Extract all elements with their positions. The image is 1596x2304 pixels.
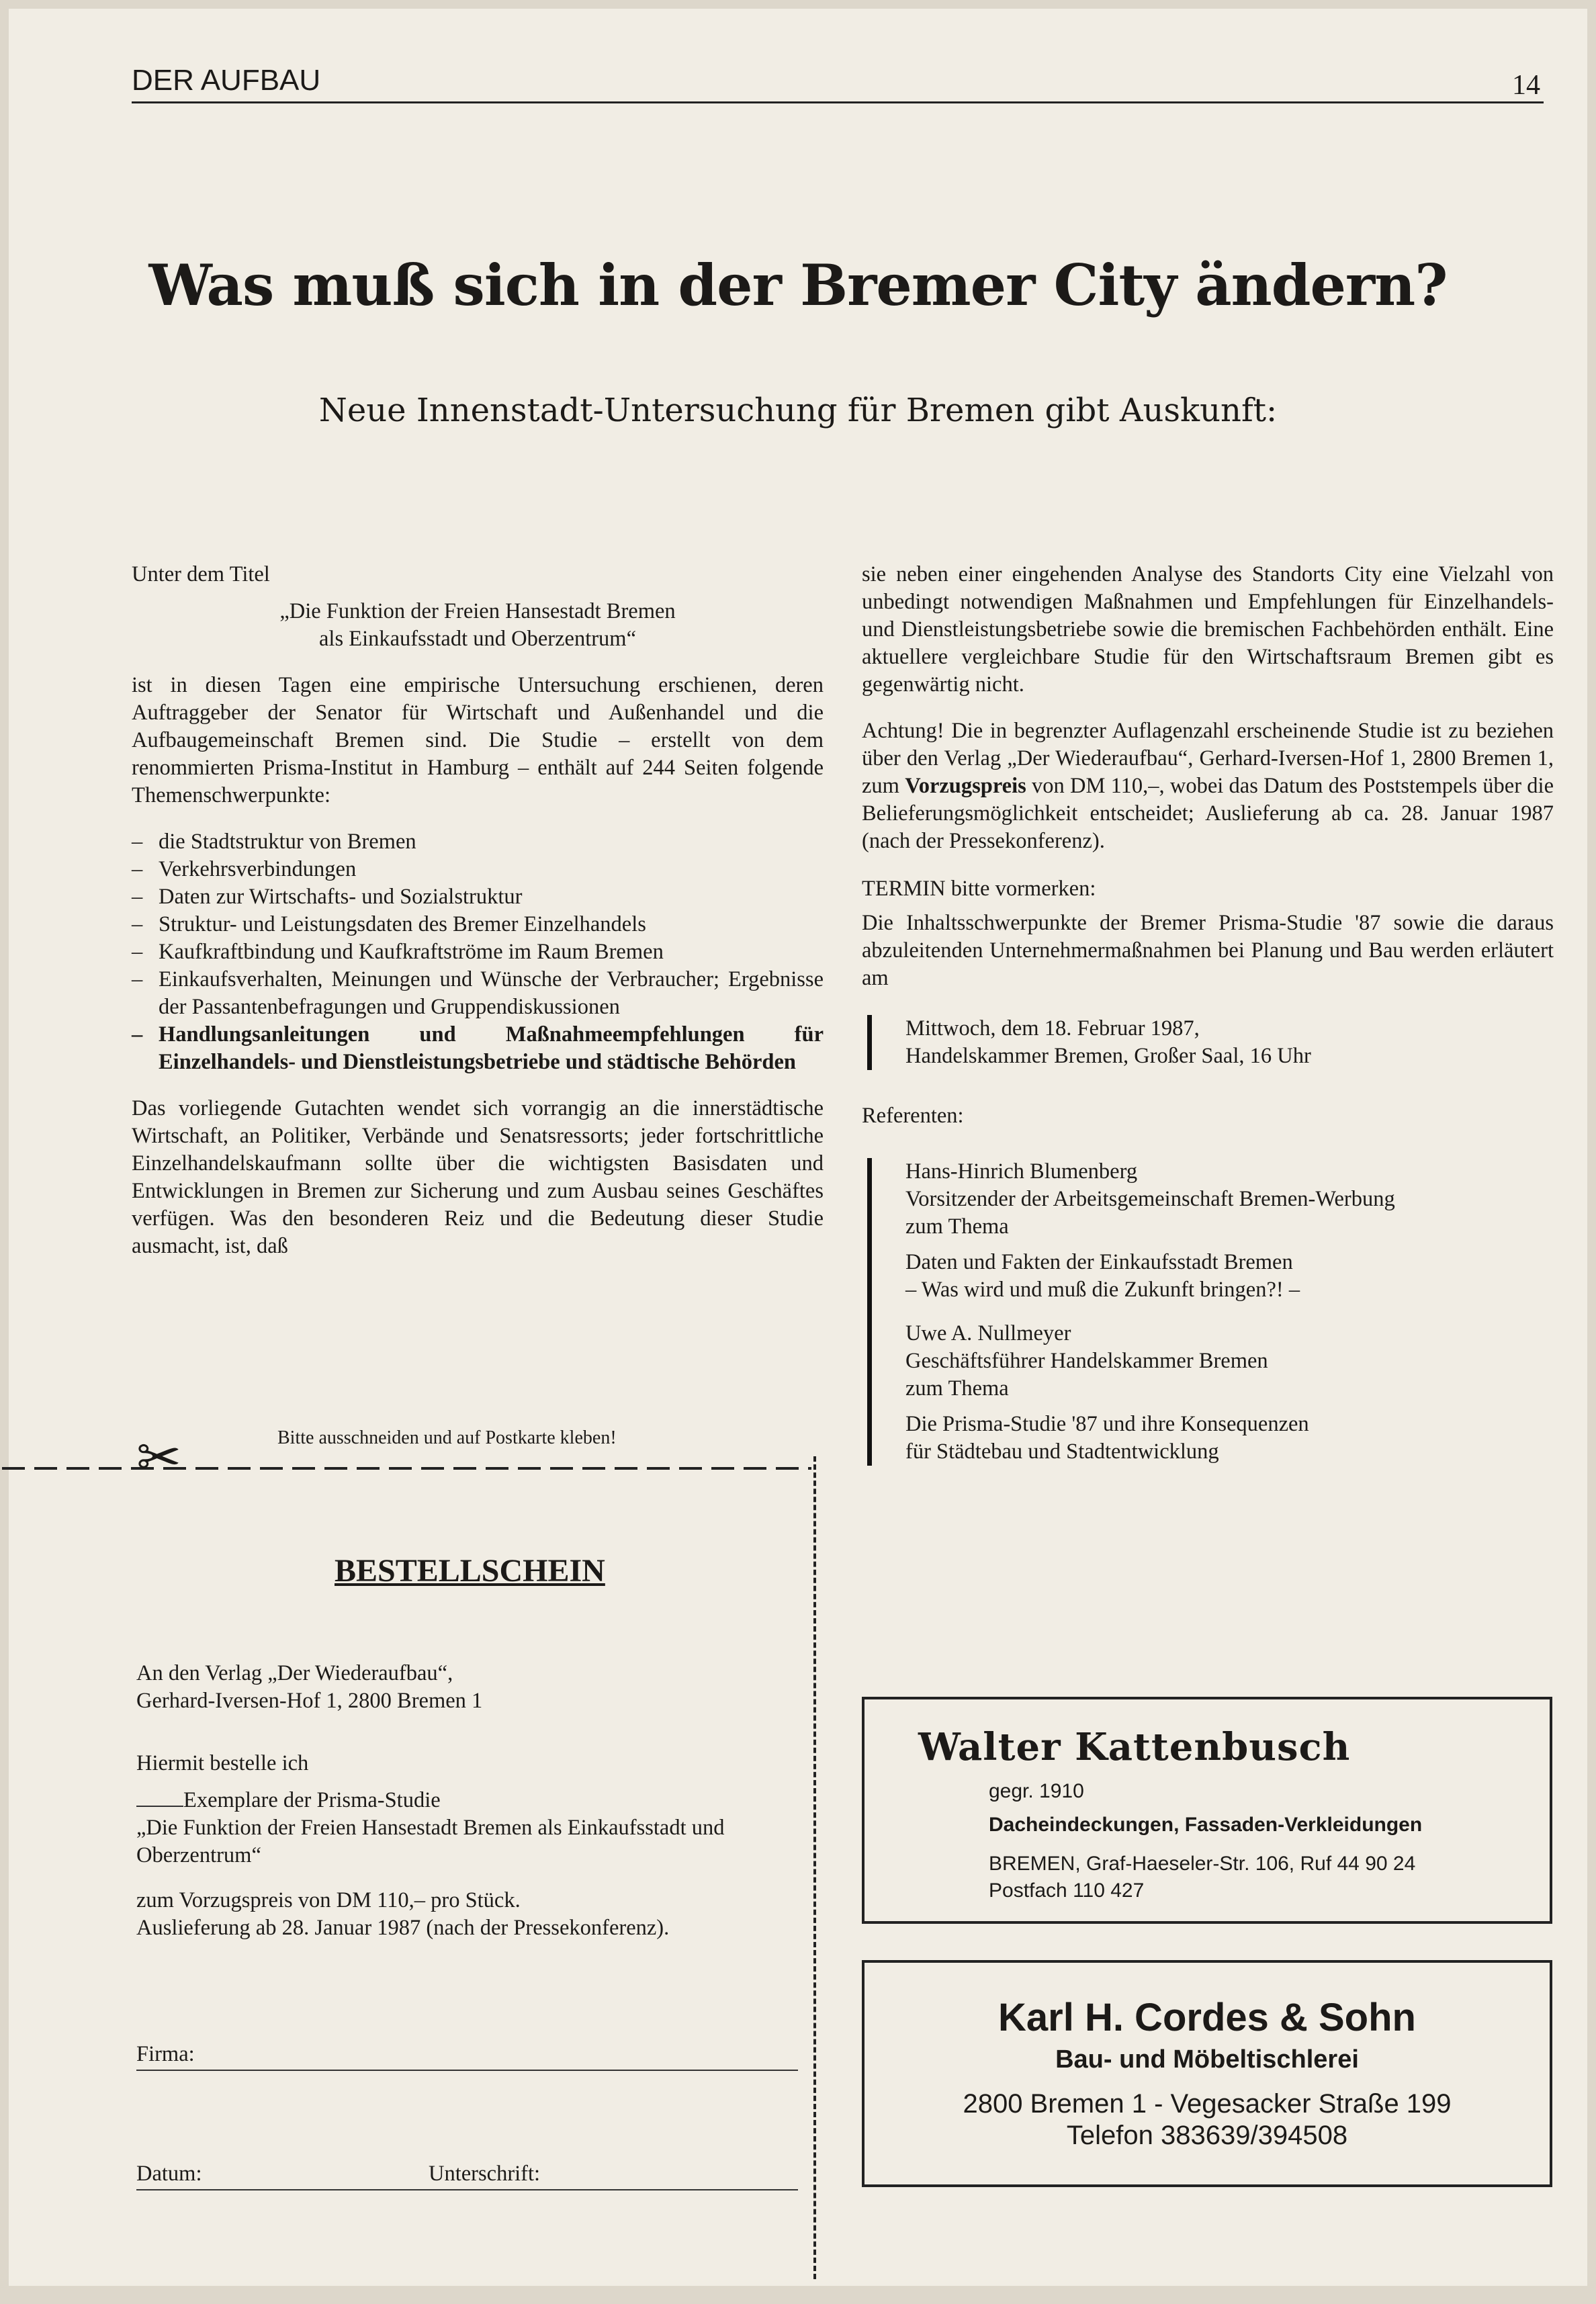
scissors-icon: ✂ [136,1429,182,1488]
ad-services: Bau- und Möbeltischlerei [1055,2045,1359,2074]
order-price: zum Vorzugspreis von DM 110,– pro Stück. [136,1888,521,1912]
order-delivery: Auslieferung ab 28. Januar 1987 (nach der Pressekonferenz). [136,1916,670,1940]
order-address-line1: An den Verlag „Der Wiederaufbau“, [136,1661,453,1685]
order-info-text: Achtung! Die in begrenzter Auflagenzahl erscheinende Studie ist zu beziehen über den Verlag „Der Wiederaufbau“, Gerhard-Iversen-Hof 1, 2800 Bremen 1, zum [862,719,1554,798]
unterschrift-label: Unterschrift: [429,2162,541,2186]
firma-field[interactable] [136,2041,798,2071]
running-header: DER AUFBAU [132,64,321,97]
ad-company-name: Walter Kattenbusch [918,1725,1351,1769]
datum-label: Datum: [136,2162,202,2186]
vorzugspreis-label: Vorzugspreis [905,774,1026,798]
ad-address: BREMEN, Graf-Haeseler-Str. 106, Ruf 44 90 24 [989,1853,1416,1875]
topic-list [132,828,824,1076]
date-signature-field[interactable] [136,2160,798,2190]
ad-services: Dacheindeckungen, Fassaden-Verkleidungen [989,1814,1423,1836]
list-item: – Handlungsanleitungen und Maßnahmeempfehlungen für Einzelhandels- und Dienstleistungsbetriebe und städtische Behörden [132,1021,824,1076]
referenten-label: Referenten: [862,1104,964,1128]
paragraph: ist in diesen Tagen eine empirische Untersuchung erschienen, deren Auftraggeber der Senator für Wirtschaft und Außenhandel und die Aufbaugemeinschaft Bremen sind. Die Studie – erstellt von dem renommierten Prisma-Institut in Hamburg – enthält auf 244 Seiten folgende Themenschwerpunkte: [132,673,824,807]
termin-text: Die Inhaltsschwerpunkte der Bremer Prisma-Studie '87 sowie die daraus abzuleitenden Unternehmermaßnahmen bei Planung und Bau werden erläutert am [862,911,1554,990]
list-item: – Struktur- und Leistungsdaten des Bremer Einzelhandels [132,911,824,938]
list-item: – Einkaufsverhalten, Meinungen und Wünsche der Verbraucher; Ergebnisse der Passantenbefragungen und Gruppendiskussionen [132,966,824,1021]
header-rule [132,101,1544,103]
article-subtitle: Neue Innenstadt-Untersuchung für Bremen gibt Auskunft: [318,392,1278,429]
ad-company-name: Karl H. Cordes & Sohn [998,1996,1416,2039]
speaker-topic: für Städtebau und Stadtentwicklung [905,1439,1219,1464]
firma-label: Firma: [136,2042,195,2066]
page-number: 14 [1512,70,1540,101]
order-study-title: „Die Funktion der Freien Hansestadt Bremen als Einkaufsstadt und Oberzentrum“ [136,1816,725,1867]
order-address-line2: Gerhard-Iversen-Hof 1, 2800 Bremen 1 [136,1689,483,1713]
quantity-text: Exemplare der Prisma-Studie [183,1788,441,1812]
ad-cordes [862,1960,1552,2187]
cut-dashed-line [2,1458,811,1478]
left-column [132,561,824,1260]
study-title-line1: „Die Funktion der Freien Hansestadt Bremen [279,599,676,623]
order-form [136,1660,801,1942]
termin-label: TERMIN bitte vormerken: [862,877,1096,901]
ad-founded: gegr. 1910 [989,1780,1084,1802]
right-column [862,561,1554,1466]
ad-kattenbusch [862,1697,1552,1924]
speaker-name: Uwe A. Nullmeyer [905,1321,1071,1345]
speaker-topic: – Was wird und muß die Zukunft bringen?! – [905,1278,1300,1302]
study-title-line2: als Einkaufsstadt und Oberzentrum“ [318,627,636,651]
ad-postfach: Postfach 110 427 [989,1879,1145,1902]
paragraph: sie neben einer eingehenden Analyse des Standorts City eine Vielzahl von unbedingt notwendigen Maßnahmen und Empfehlungen für Einzelhandels- und Dienstleistungsbetriebe sowie die bremischen Fachbehörden enthält. Eine aktuellere vergleichbare Studie für den Wirtschaftsraum Bremen gibt es gegenwärtig nicht. [862,562,1554,697]
order-info-text-cont: von DM 110,–, wobei das Datum des Poststempels über die Belieferungsmöglichkeit entscheidet; Auslieferung ab ca. 28. Januar 1987 (nach der Pressekonferenz). [862,774,1554,853]
cut-vertical-line [813,1456,816,2279]
speaker-name: Hans-Hinrich Blumenberg [905,1159,1138,1184]
event-date-block [867,1015,1554,1070]
list-item: – die Stadtstruktur von Bremen [132,828,824,856]
order-intro: Hiermit bestelle ich [136,1751,309,1775]
list-item: – Kaufkraftbindung und Kaufkraftströme im Raum Bremen [132,938,824,966]
article-title: Was muß sich in der Bremer City ändern? [148,252,1448,318]
speaker-topic: Die Prisma-Studie '87 und ihre Konsequenzen [905,1412,1309,1436]
list-item: – Daten zur Wirtschafts- und Sozialstruktur [132,883,824,911]
quantity-field[interactable] [136,1806,183,1807]
ad-phone: Telefon 383639/394508 [1066,2121,1348,2150]
paragraph [862,717,1554,855]
speaker-topic: Daten und Fakten der Einkaufsstadt Bremen [905,1250,1293,1274]
paragraph: Das vorliegende Gutachten wendet sich vorrangig an die innerstädtische Wirtschaft, an Politiker, Verbände und Senatsressorts; jeder fortschrittliche Einzelhandelskaufmann sollte über die wichtigsten Basisdaten und Entwicklungen in Bremen zur Sicherung und zum Ausbau seines Geschäftes verfügen. Was den besonderen Reiz und die Bedeutung dieser Studie ausmacht, ist, daß [132,1096,824,1258]
list-item: – Verkehrsverbindungen [132,856,824,883]
speaker-role: Geschäftsführer Handelskammer Bremen [905,1349,1268,1373]
event-place: Handelskammer Bremen, Großer Saal, 16 Uhr [905,1044,1311,1068]
cut-instruction: Bitte ausschneiden und auf Postkarte kleben! [277,1427,617,1448]
speakers-block [867,1158,1554,1466]
magazine-page [9,9,1587,2286]
ad-address: 2800 Bremen 1 - Vegesacker Straße 199 [963,2089,1452,2119]
order-form-title: BESTELLSCHEIN [335,1553,605,1589]
speaker-thema-label: zum Thema [905,1376,1009,1401]
speaker-role: Vorsitzender der Arbeitsgemeinschaft Bremen-Werbung [905,1187,1395,1211]
intro-text: Unter dem Titel [132,562,270,586]
speaker-thema-label: zum Thema [905,1214,1009,1239]
event-date: Mittwoch, dem 18. Februar 1987, [905,1016,1200,1040]
